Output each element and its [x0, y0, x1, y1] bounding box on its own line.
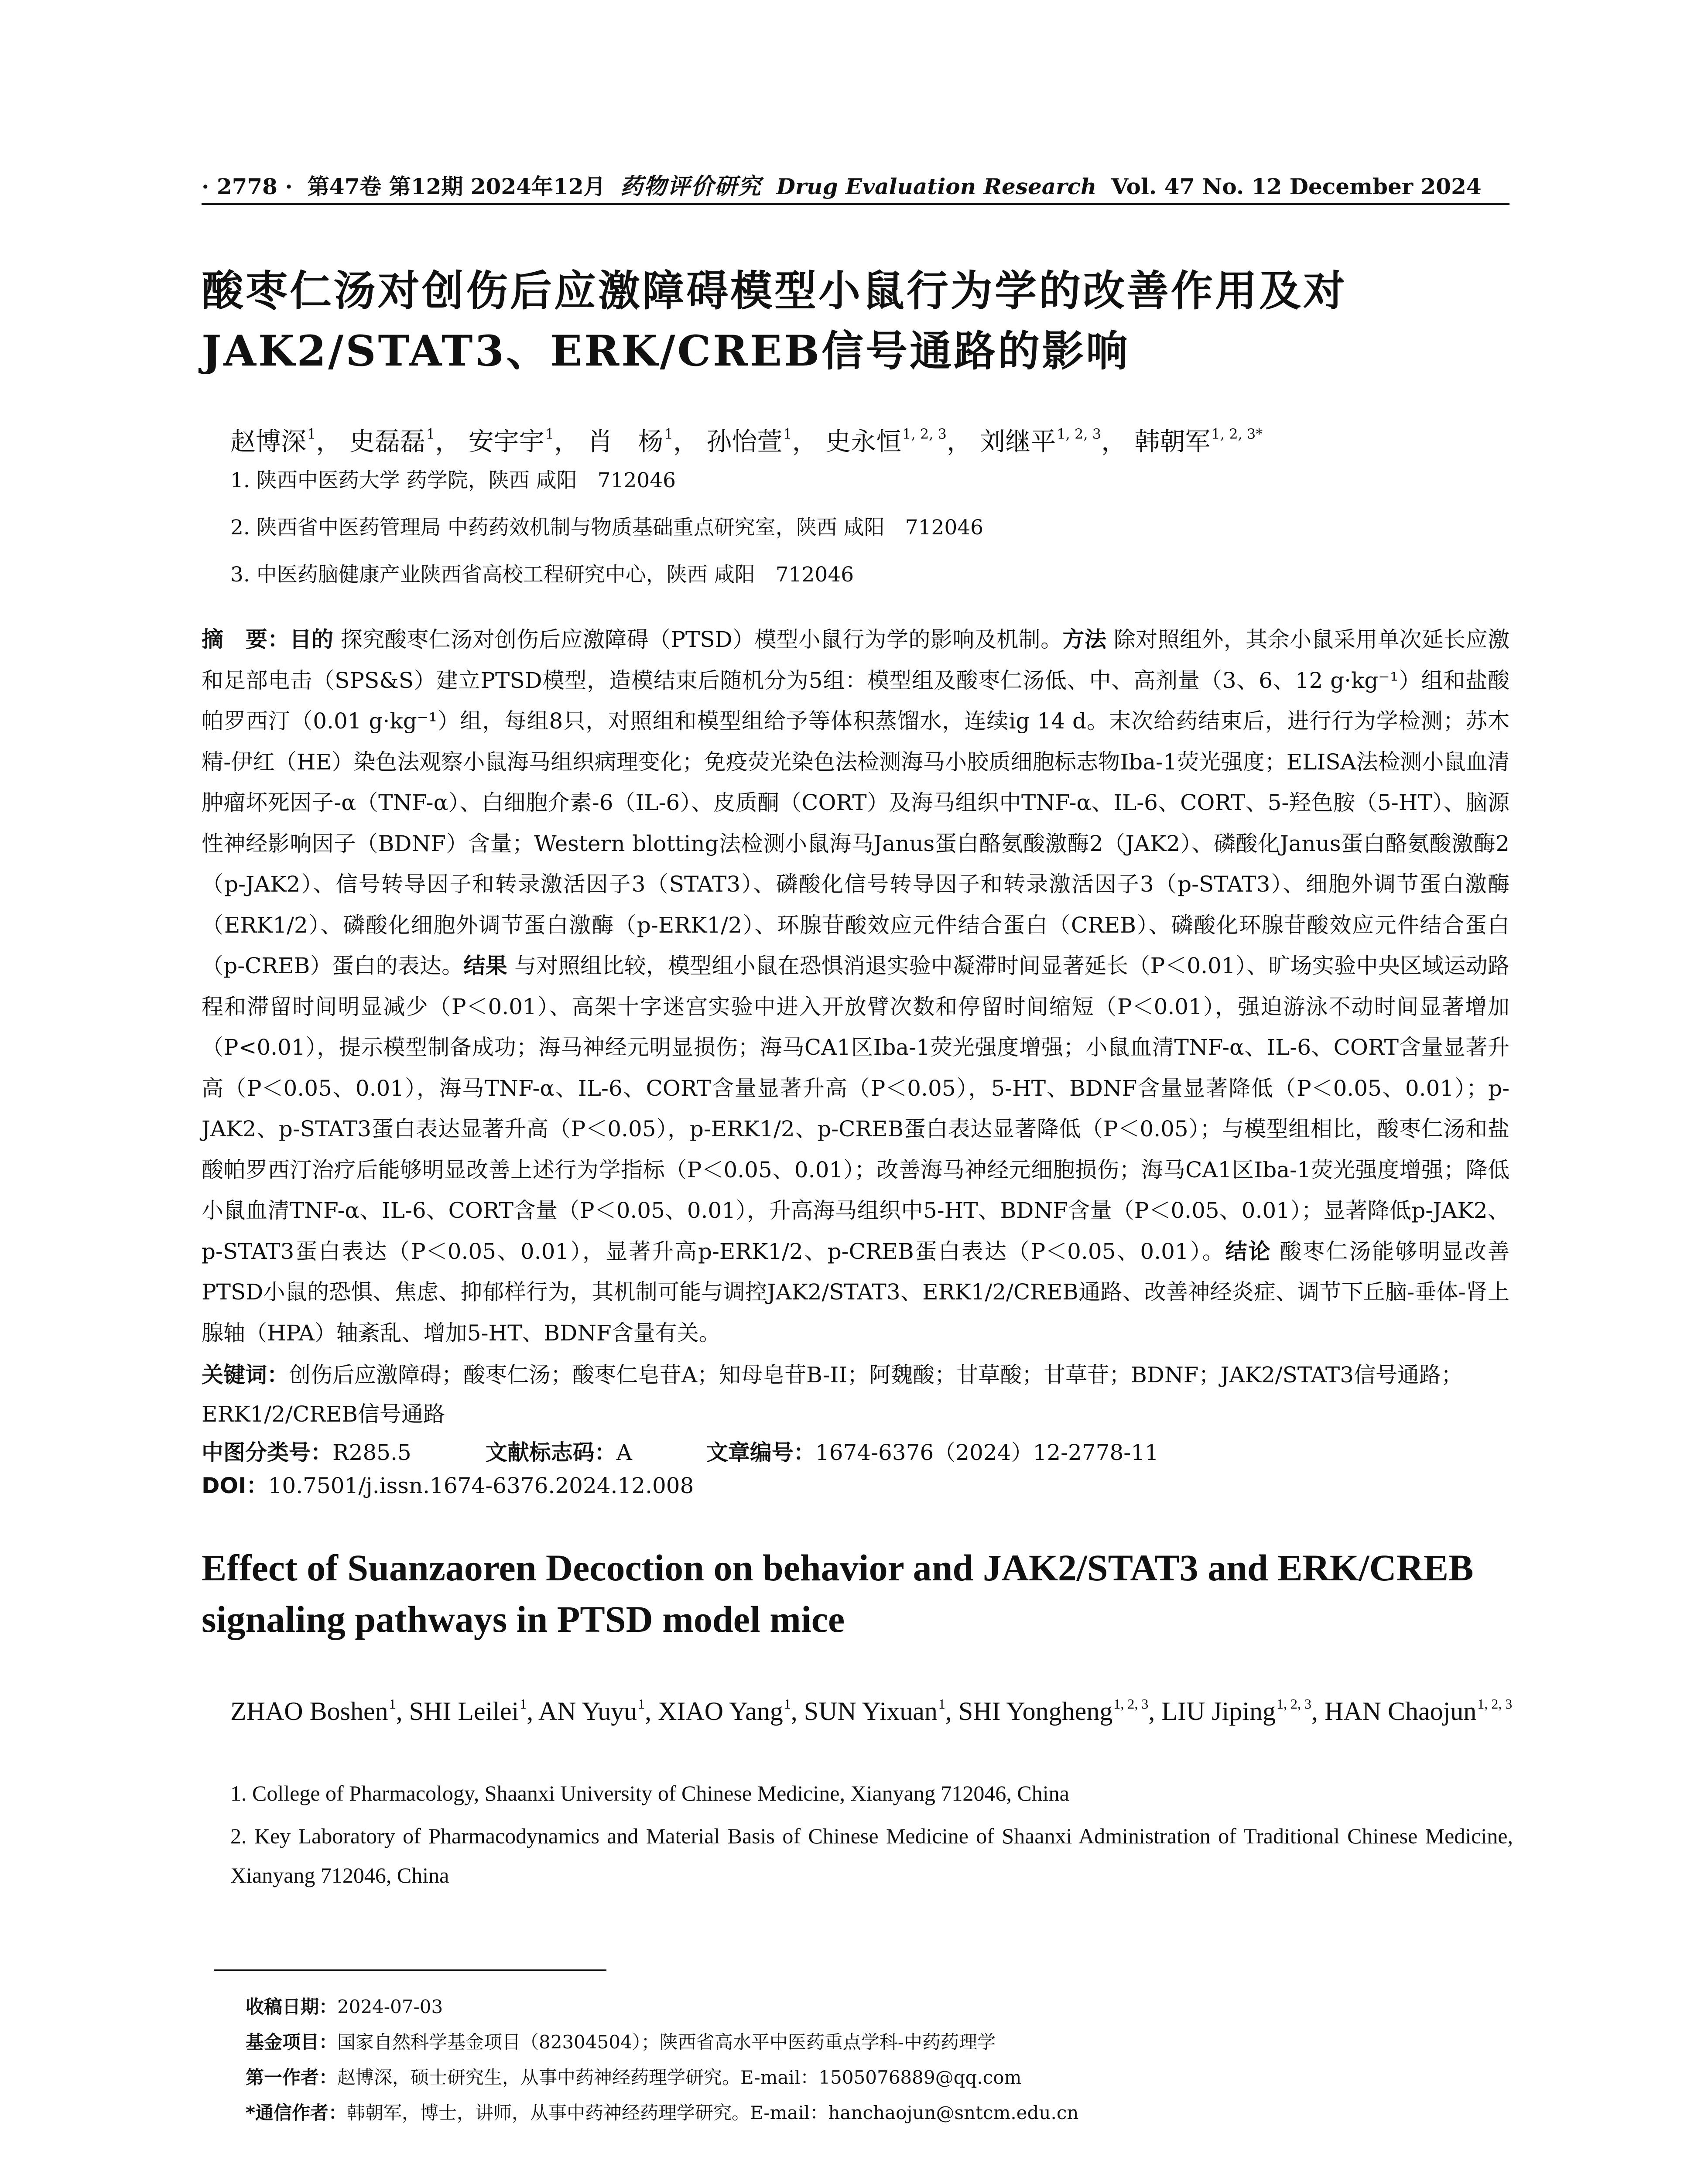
affiliation-list-en	[230, 1774, 1513, 1898]
author-list-cn: 赵博深$^1$， 史磊磊$^1$， 安宇宇$^1$， 肖 杨$^1$， 孙怡萱$^1$， 史永恒$^{1, 2, 3}$， 刘继平$^{1, 2, 3}$， 韩朝军$^{1, 2, 3*}$	[230, 426, 1263, 456]
affiliation-list-cn	[230, 457, 1496, 598]
affiliation-item: 1. College of Pharmacology, Shaanxi University of Chinese Medicine, Xianyang 712046, China	[230, 1781, 1069, 1805]
objective-text: 探究酸枣仁汤对创伤后应激障碍（PTSD）模型小鼠行为学的影响及机制。	[340, 627, 1063, 652]
clc-value: R285.5	[332, 1440, 411, 1465]
author-name: LIU Jiping	[1161, 1697, 1276, 1726]
footnote-text: 韩朝军，博士，讲师，从事中药神经药理学研究。E-mail：hanchaojun@sntcm.edu.cn	[346, 2102, 1079, 2123]
methods-text: 除对照组外，其余小鼠采用单次延长应激和足部电击（SPS&S）建立PTSD模型，造模结束后随机分为5组：模型组及酸枣仁汤低、中、高剂量（3、6、12 g·kg⁻¹）组和盐酸帕罗西汀（0.01 g·kg⁻¹）组，每组8只，对照组和模型组给予等体积蒸馏水，连续ig 14 d。末次给药结束后，进行行为学检测；苏木精-伊红（HE）染色法观察小鼠海马组织病理变化；免疫荧光染色法检测海马小胶质细胞标志物Iba-1荧光强度；ELISA法检测小鼠血清肿瘤坏死因子-α（TNF-α）、白细胞介素-6（IL-6）、皮质酮（CORT）及海马组织中TNF-α、IL-6、CORT、5-羟色胺（5-HT）、脑源性神经影响因子（BDNF）含量；Western blotting法检测小鼠海马Janus蛋白酪氨酸激酶2（JAK2）、磷酸化Janus蛋白酪氨酸激酶2（p-JAK2）、信号转导因子和转录激活因子3（STAT3）、磷酸化信号转导因子和转录激活因子3（p-STAT3）、细胞外调节蛋白激酶（ERK1/2）、磷酸化细胞外调节蛋白激酶（p-ERK1/2）、环腺苷酸效应元件结合蛋白（CREB）、磷酸化环腺苷酸效应元件结合蛋白（p-CREB）蛋白的表达。	[202, 627, 1510, 978]
author-name: 肖 杨	[587, 427, 664, 456]
author-name: 赵博深	[230, 427, 307, 456]
author-affiliation-mark: 1	[520, 1696, 527, 1712]
author-list-en: ZHAO Boshen$^1$, SHI Leilei$^1$, AN Yuyu$^1$, XIAO Yang$^1$, SUN Yixuan$^1$, SHI Yongheng$^{1, 2, 3}$, LIU Jiping$^{1, 2, 3}$, HAN Chaojun$^{1, 2, 3}$	[230, 1696, 1513, 1726]
results-label: 结果	[463, 953, 507, 978]
author-affiliation-mark: 1, 2, 3	[1477, 1696, 1513, 1712]
footnote-first-author	[246, 2060, 1511, 2095]
author-affiliation-mark: 1	[638, 1696, 645, 1712]
footnote-funding	[246, 2024, 1511, 2060]
author-name: 孙怡萱	[706, 427, 783, 456]
footnote-text: 2024-07-03	[337, 1996, 443, 2017]
footnote-label: 第一作者：	[246, 2067, 338, 2088]
author-affiliation-mark: 1	[389, 1696, 396, 1712]
footnote-rule	[214, 1969, 606, 1971]
author-name: AN Yuyu	[538, 1697, 637, 1726]
article-no-value: 1674-6376（2024）12-2778-11	[815, 1440, 1159, 1465]
author-name: 史永恒	[825, 427, 902, 456]
author-name: SHI Yongheng	[958, 1697, 1113, 1726]
author-affiliation-mark: 1, 2, 3	[1276, 1696, 1311, 1712]
author-name: SUN Yixuan	[804, 1697, 938, 1726]
author-affiliation-mark: 1	[426, 426, 435, 442]
author-affiliation-mark: 1, 2, 3	[1057, 426, 1102, 442]
footnote-label: 收稿日期：	[246, 1996, 338, 2017]
author-name: ZHAO Boshen	[230, 1697, 388, 1726]
abstract-label: 摘 要：	[202, 627, 290, 652]
author-affiliation-mark: 1	[307, 426, 316, 442]
author-name: 史磊磊	[349, 427, 425, 456]
doc-code-label: 文献标志码：	[485, 1440, 616, 1465]
issue-info-cn: 第47卷 第12期 2024年12月	[307, 174, 606, 199]
author-affiliation-mark: 1, 2, 3*	[1211, 426, 1263, 442]
footnote-received	[246, 1989, 1511, 2024]
doc-code-value: A	[616, 1440, 632, 1465]
footnotes	[246, 1989, 1511, 2130]
author-affiliation-mark: 1	[664, 426, 673, 442]
doi-label: DOI：	[202, 1473, 268, 1498]
author-affiliation-mark: 1	[784, 1696, 791, 1712]
journal-logo: 药物评价研究	[620, 173, 762, 200]
author-name: XIAO Yang	[658, 1697, 783, 1726]
results-text: 与对照组比较，模型组小鼠在恐惧消退实验中凝滞时间显著延长（P＜0.01）、旷场实验中央区域运动路程和滞留时间明显减少（P＜0.01）、高架十字迷宫实验中进入开放臂次数和停留时间缩短（P＜0.01），强迫游泳不动时间显著增加（P<0.01），提示模型制备成功；海马神经元明显损伤；海马CA1区Iba-1荧光强度增强；小鼠血清TNF-α、IL-6、CORT含量显著升高（P＜0.05、0.01），海马TNF-α、IL-6、CORT含量显著升高（P＜0.05），5-HT、BDNF含量显著降低（P＜0.05、0.01）；p-JAK2、p-STAT3蛋白表达显著升高（P＜0.05），p-ERK1/2、p-CREB蛋白表达显著降低（P＜0.05）；与模型组相比，酸枣仁汤和盐酸帕罗西汀治疗后能够明显改善上述行为学指标（P＜0.05、0.01）；改善海马神经元细胞损伤；海马CA1区Iba-1荧光强度增强；降低小鼠血清TNF-α、IL-6、CORT含量（P＜0.05、0.01），升高海马组织中5-HT、BDNF含量（P＜0.05、0.01）；显著降低p-JAK2、p-STAT3蛋白表达（P＜0.05、0.01），显著升高p-ERK1/2、p-CREB蛋白表达（P＜0.05、0.01）。	[202, 953, 1510, 1264]
author-name: SHI Leilei	[409, 1697, 519, 1726]
author-affiliation-mark: 1, 2, 3	[1113, 1696, 1149, 1712]
author-name: 安宇宇	[468, 427, 544, 456]
conclusion-text: 酸枣仁汤能够明显改善PTSD小鼠的恐惧、焦虑、抑郁样行为，其机制可能与调控JAK2/STAT3、ERK1/2/CREB通路、改善神经炎症、调节下丘脑-垂体-肾上腺轴（HPA）轴紊乱、增加5-HT、BDNF含量有关。	[202, 1238, 1510, 1346]
affiliation-item: 3. 中医药脑健康产业陕西省高校工程研究中心，陕西 咸阳 712046	[230, 563, 854, 587]
keywords-cn	[202, 1355, 1509, 1434]
affiliation-item: 2. Key Laboratory of Pharmacodynamics and Material Basis of Chinese Medicine of Shaanxi Administration of Traditional Chinese Medicine, Xianyang 712046, China	[230, 1824, 1513, 1887]
article-no-label: 文章编号：	[706, 1440, 815, 1465]
author-name: 韩朝军	[1134, 427, 1211, 456]
affiliation-item: 1. 陕西中医药大学 药学院，陕西 咸阳 712046	[230, 468, 676, 492]
affiliation-item: 2. 陕西省中医药管理局 中药药效机制与物质基础重点研究室，陕西 咸阳 712046	[230, 516, 984, 540]
footnote-text: 赵博深，硕士研究生，从事中药神经药理学研究。E-mail：1505076889@qq.com	[337, 2067, 1022, 2088]
journal-name-en: Drug Evaluation Research	[776, 174, 1097, 199]
author-affiliation-mark: 1	[938, 1696, 945, 1712]
conclusion-label: 结论	[1225, 1238, 1272, 1264]
footnote-corresponding-author	[246, 2095, 1511, 2130]
author-name: HAN Chaojun	[1324, 1697, 1477, 1726]
footnote-label: *通信作者：	[246, 2102, 347, 2123]
article-title-en: Effect of Suanzaoren Decoction on behavior and JAK2/STAT3 and ERK/CREB signaling pathways in PTSD model mice	[202, 1547, 1474, 1640]
author-affiliation-mark: 1	[545, 426, 554, 442]
clc-label: 中图分类号：	[202, 1440, 332, 1465]
running-header	[202, 168, 1509, 201]
author-affiliation-mark: 1	[783, 426, 792, 442]
objective-label: 目的	[289, 627, 334, 652]
header-rule	[202, 203, 1509, 205]
footnote-label: 基金项目：	[246, 2031, 338, 2053]
author-name: 刘继平	[980, 427, 1056, 456]
keywords-label: 关键词：	[202, 1362, 289, 1388]
footnote-text: 国家自然科学基金项目（82304504）；陕西省高水平中医药重点学科-中药药理学	[337, 2031, 996, 2053]
methods-label: 方法	[1062, 627, 1107, 652]
author-affiliation-mark: 1, 2, 3	[902, 426, 947, 442]
doi-link[interactable]: 10.7501/j.issn.1674-6376.2024.12.008	[268, 1473, 694, 1498]
page-number: · 2778 ·	[202, 174, 293, 199]
abstract-cn	[202, 619, 1509, 1354]
article-title-cn: 酸枣仁汤对创伤后应激障碍模型小鼠行为学的改善作用及对JAK2/STAT3、ERK/CREB信号通路的影响	[202, 266, 1347, 376]
issue-info-en: Vol. 47 No. 12 December 2024	[1111, 174, 1482, 199]
doi-line	[202, 1466, 1509, 1505]
keywords-text: 创伤后应激障碍；酸枣仁汤；酸枣仁皂苷A；知母皂苷B-II；阿魏酸；甘草酸；甘草苷；BDNF；JAK2/STAT3信号通路；ERK1/2/CREB信号通路	[202, 1362, 1463, 1427]
